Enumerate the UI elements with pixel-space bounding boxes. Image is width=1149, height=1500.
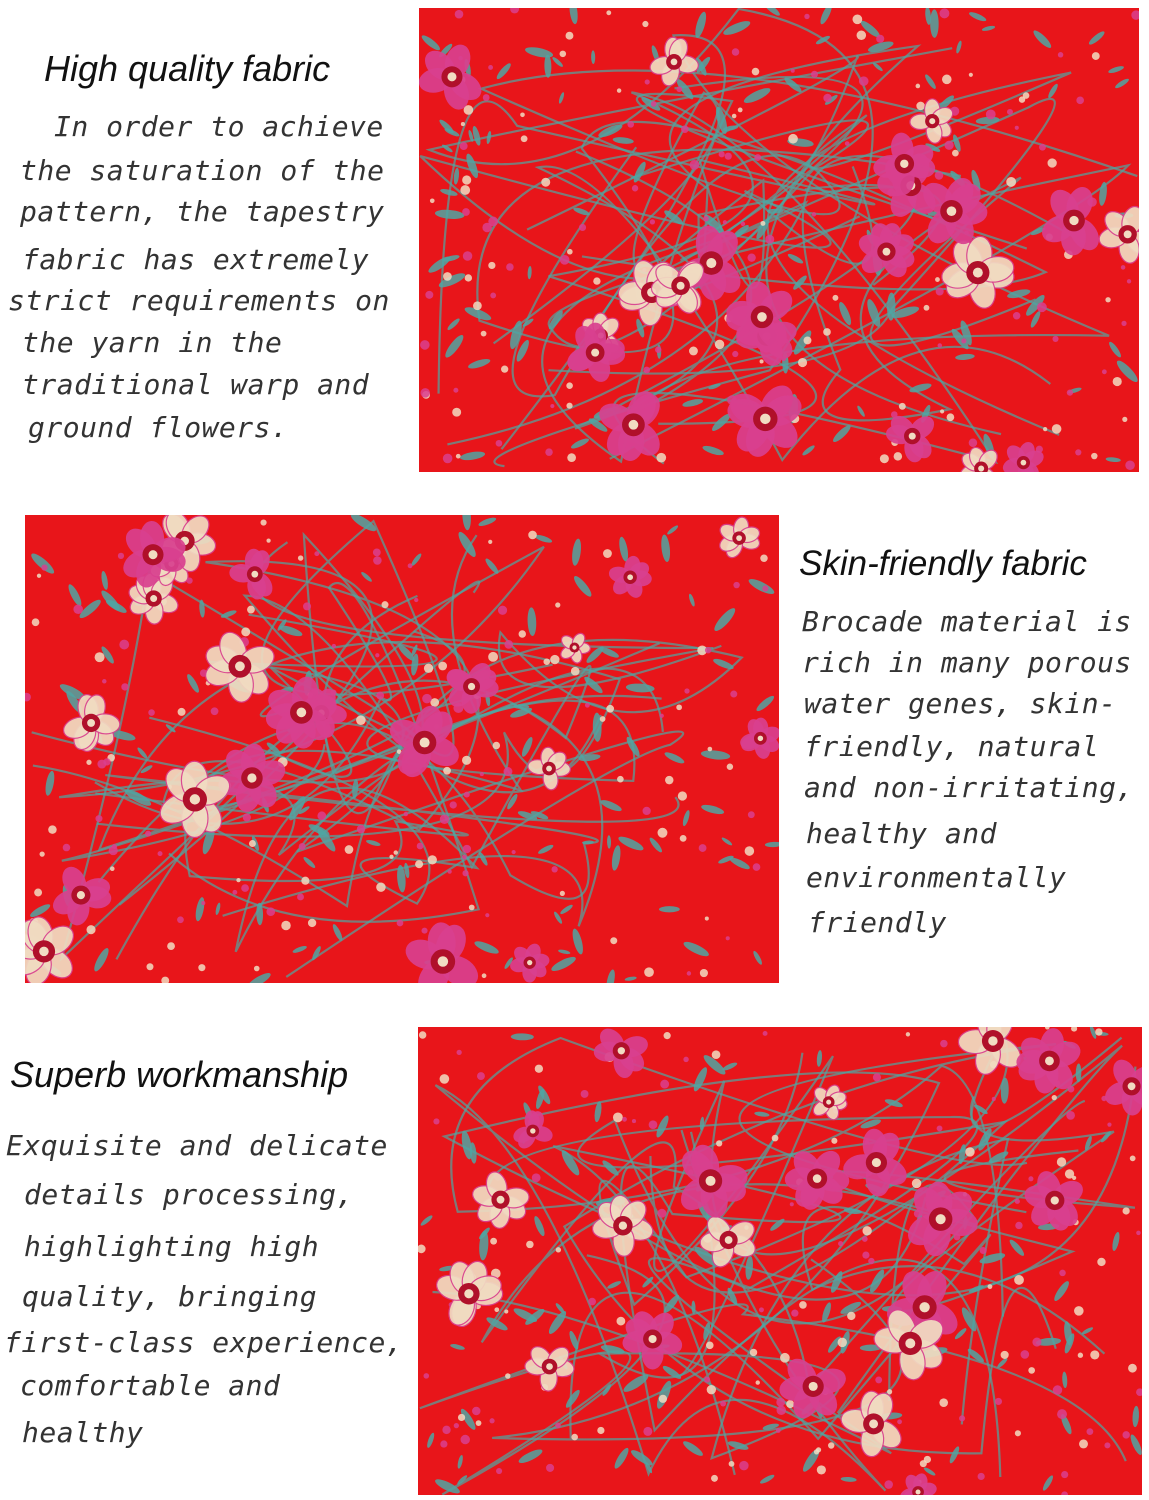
text-line: In order to achieve (54, 110, 384, 143)
text-line: the yarn in the (22, 326, 283, 359)
section-heading-high-quality-fabric: High quality fabric (44, 48, 331, 89)
text-line: ground flowers. (28, 411, 289, 444)
fabric-photo-1 (419, 8, 1139, 472)
text-line: and non-irritating, (804, 771, 1134, 804)
text-line: rich in many porous (802, 646, 1132, 679)
text-line: details processing, (24, 1178, 354, 1211)
text-line: comfortable and (20, 1369, 281, 1402)
text-line: the saturation of the (20, 154, 385, 187)
text-line: pattern, the tapestry (20, 195, 385, 228)
text-line: healthy and (806, 817, 997, 850)
text-line: Exquisite and delicate (6, 1129, 388, 1162)
red-floral-brocade-fabric-3-image (418, 1027, 1142, 1495)
text-line: friendly (808, 906, 947, 939)
text-line: healthy (22, 1416, 144, 1449)
section-heading-superb-workmanship: Superb workmanship (10, 1054, 349, 1095)
text-line: traditional warp and (22, 368, 370, 401)
red-floral-brocade-fabric-1-image (419, 8, 1139, 472)
fabric-photo-2 (25, 515, 779, 983)
section-heading-skin-friendly-fabric: Skin-friendly fabric (799, 544, 1087, 583)
text-line: Brocade material is (802, 605, 1132, 638)
red-floral-brocade-fabric-2-image (25, 515, 779, 983)
text-line: water genes, skin- (804, 687, 1117, 720)
fabric-photo-3 (418, 1027, 1142, 1495)
text-line: friendly, natural (804, 730, 1100, 763)
text-line: first-class experience, (4, 1326, 404, 1359)
text-line: fabric has extremely (22, 243, 370, 276)
text-line: environmentally (806, 861, 1067, 894)
text-line: strict requirements on (8, 284, 390, 317)
text-line: highlighting high (24, 1230, 320, 1263)
text-line: quality, bringing (22, 1280, 318, 1313)
